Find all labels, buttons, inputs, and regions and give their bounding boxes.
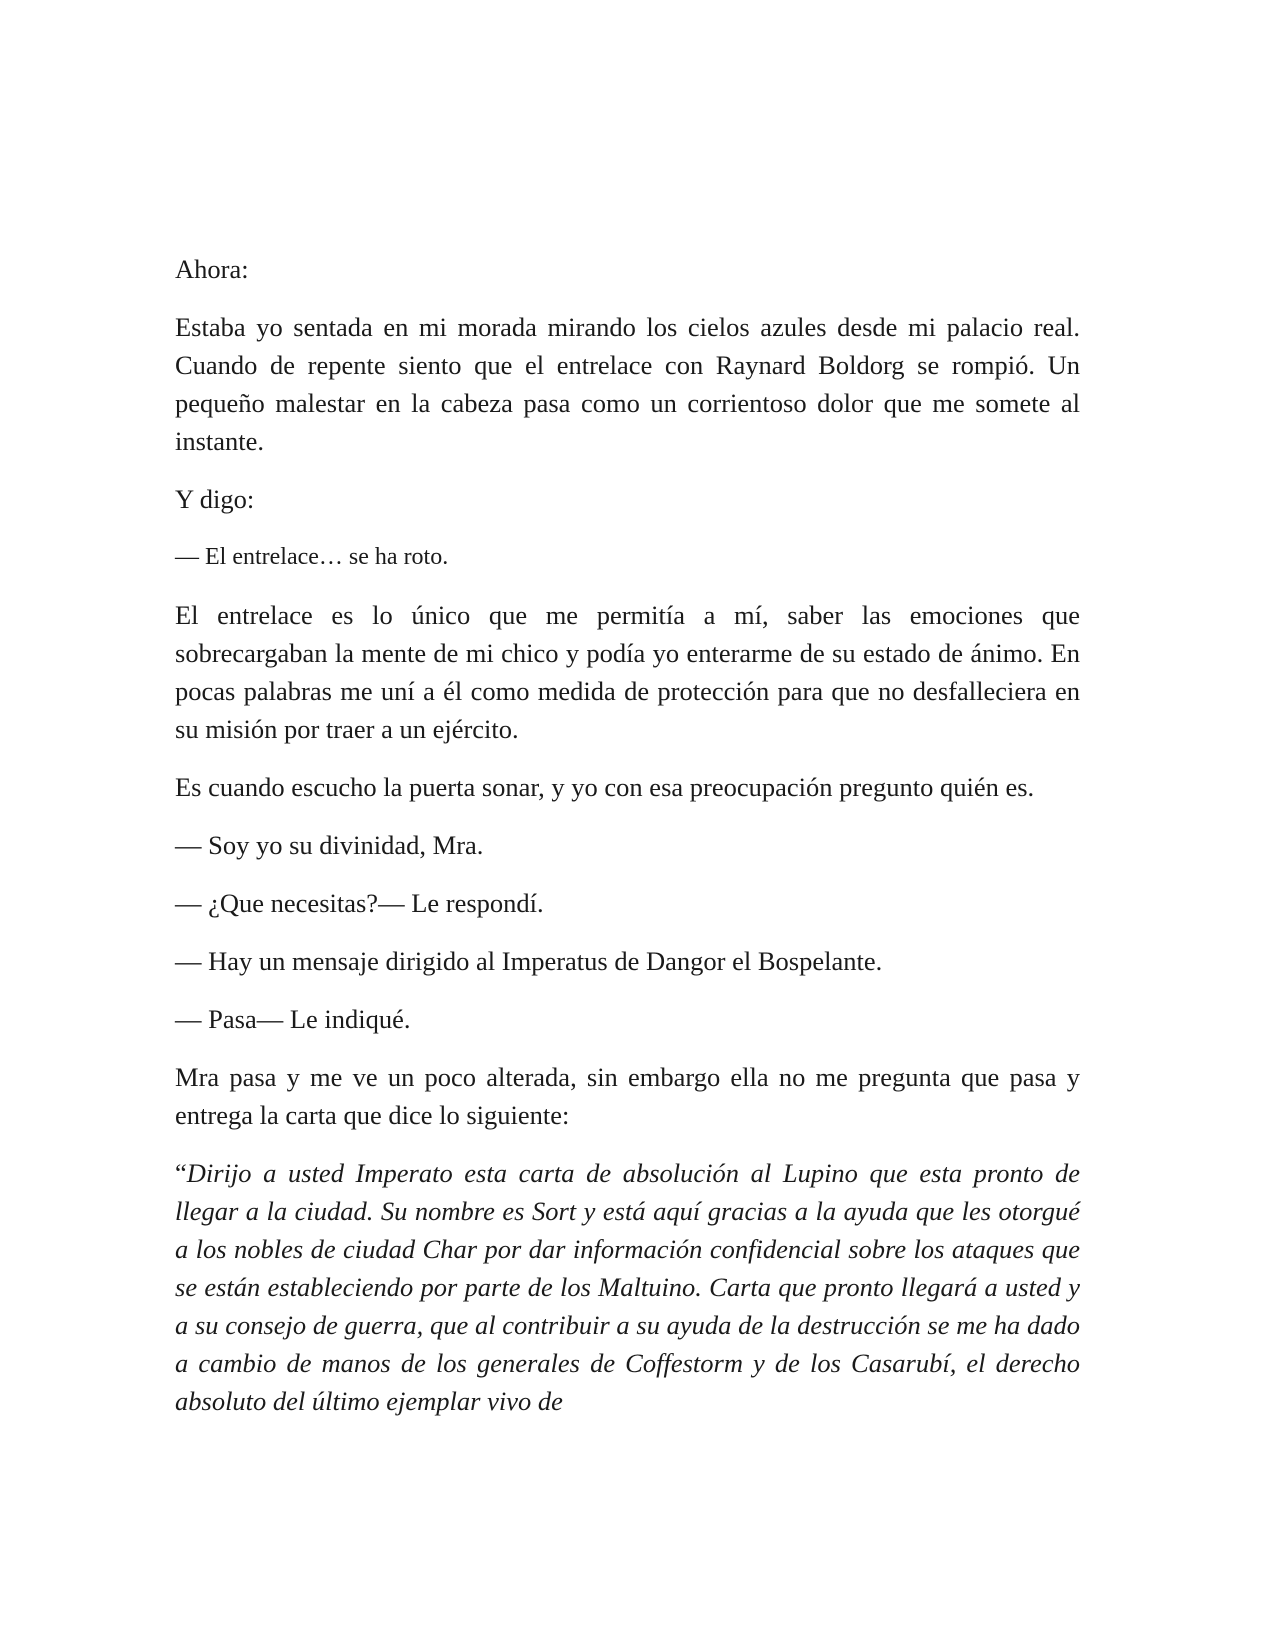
paragraph-1: Estaba yo sentada en mi morada mirando los cielos azules desde mi palacio real. Cuando de repente siento que el entrelace con Raynard Boldorg se rompió. Un pequeño malestar en la cabeza pasa como un corrientoso dolor que me somete al instante. (175, 312, 1080, 456)
paragraph-5: Es cuando escucho la puerta sonar, y yo con esa preocupación pregunto quién es. (175, 772, 1035, 802)
section-heading: Ahora: (175, 254, 249, 284)
dialogue-line-3: — ¿Que necesitas?— Le respondí. (175, 888, 544, 918)
paragraph-4: El entrelace es lo único que me permitía a mí, saber las emociones que sobrecargaban la mente de mi chico y podía yo enterarme de su estado de ánimo. En pocas palabras me uní a él como medida de protección para que no desfalleciera en su misión por traer a un ejército. (175, 600, 1080, 744)
paragraph-2: Y digo: (175, 484, 255, 514)
letter-text: Dirijo a usted Imperato esta carta de absolución al Lupino que esta pronto de llegar a la ciudad. Su nombre es Sort y está aquí gracias a la ayuda que les otorgué a los nobles de ciudad Char por dar información confidencial sobre los ataques que se están estableciendo por parte de los Maltuino. Carta que pronto llegará a usted y a su consejo de guerra, que al contribuir a su ayuda de la destrucción se me ha dado a cambio de manos de los generales de Coffestorm y de los Casarubí, el derecho absoluto del último ejemplar vivo de (175, 1158, 1080, 1416)
dialogue-line-1: — El entrelace… se ha roto. (175, 544, 449, 570)
letter-open-quote: “ (175, 1158, 187, 1188)
document-page (175, 250, 1080, 1440)
dialogue-line-5: — Pasa— Le indiqué. (175, 1004, 411, 1034)
dialogue-line-2: — Soy yo su divinidad, Mra. (175, 830, 484, 860)
dialogue-line-4: — Hay un mensaje dirigido al Imperatus de Dangor el Bospelante. (175, 946, 883, 976)
paragraph-10: Mra pasa y me ve un poco alterada, sin embargo ella no me pregunta que pasa y entrega la carta que dice lo siguiente: (175, 1062, 1080, 1130)
letter-quote (175, 1154, 1080, 1420)
